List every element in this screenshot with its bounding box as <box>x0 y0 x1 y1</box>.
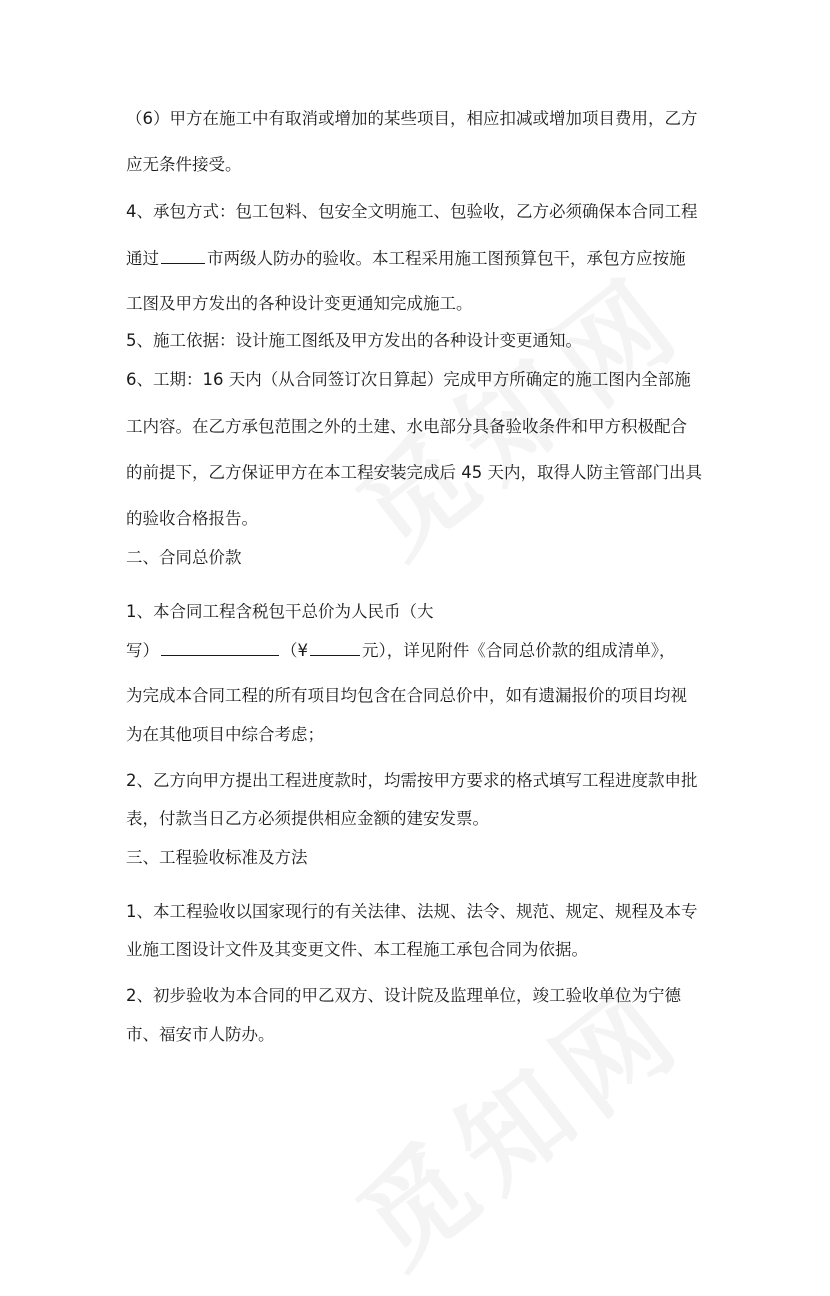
text-line: 5、施工依据：设计施工图纸及甲方发出的各种设计变更通知。 <box>126 331 582 350</box>
text-line: 应无条件接受。 <box>126 155 242 174</box>
text-line: 2、乙方向甲方提出工程进度款时，均需按甲方要求的格式填写工程进度款申批 <box>126 771 698 790</box>
text-line: 2、初步验收为本合同的甲乙双方、设计院及监理单位，竣工验收单位为宁德 <box>126 986 681 1005</box>
fill-in-blank <box>161 635 279 656</box>
text-line: 为完成本合同工程的所有项目均包含在合同总价中，如有遗漏报价的项目均视 <box>126 686 687 705</box>
text-line: 市、福安市人防办。 <box>126 1025 275 1044</box>
watermark <box>321 232 711 586</box>
text-segment: （¥ <box>281 641 308 660</box>
section-heading: 三、工程验收标准及方法 <box>126 848 308 867</box>
text-line: 的验收合格报告。 <box>126 509 258 528</box>
text-line: 4、承包方式：包工包料、包安全文明施工、包验收，乙方必须确保本合同工程 <box>126 202 698 221</box>
section-heading: 二、合同总价款 <box>126 548 242 567</box>
text-line: 工内容。在乙方承包范围之外的土建、水电部分具备验收条件和甲方积极配合 <box>126 417 687 436</box>
text-line: 业施工图设计文件及其变更文件、本工程施工承包合同为依据。 <box>126 940 588 959</box>
text-line: 6、工期：16 天内（从合同签订次日算起）完成甲方所确定的施工图内全部施 <box>126 370 691 389</box>
text-line: 表，付款当日乙方必须提供相应金额的建安发票。 <box>126 809 489 828</box>
text-line: 的前提下，乙方保证甲方在本工程安装完成后 45 天内，取得人防主管部门出具 <box>126 463 702 482</box>
text-line <box>126 243 686 273</box>
text-line: 1、本工程验收以国家现行的有关法律、法规、法令、规范、规定、规程及本专 <box>126 902 698 921</box>
text-line: 工图及甲方发出的各种设计变更通知完成施工。 <box>126 294 473 313</box>
text-segment: 通过 <box>126 249 159 268</box>
text-line: 为在其他项目中综合考虑； <box>126 725 324 744</box>
text-segment: 写） <box>126 641 159 660</box>
fill-in-blank <box>161 243 205 264</box>
text-line <box>126 635 676 665</box>
text-line: （6）甲方在施工中有取消或增加的某些项目，相应扣减或增加项目费用，乙方 <box>126 109 698 128</box>
fill-in-blank <box>310 635 360 656</box>
text-line: 1、本合同工程含税包干总价为人民币（大 <box>126 602 434 621</box>
text-segment: 元），详见附件《合同总价款的组成清单》， <box>362 641 676 660</box>
text-segment: 市两级人防办的验收。本工程采用施工图预算包干，承包方应按施 <box>207 249 686 268</box>
